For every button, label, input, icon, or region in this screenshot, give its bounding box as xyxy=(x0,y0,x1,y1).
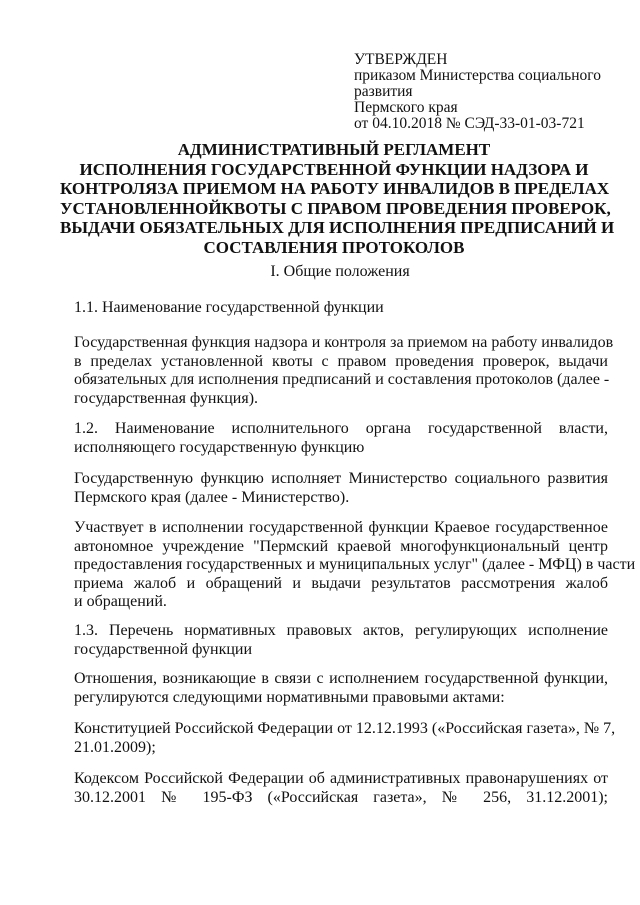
approval-line: развития xyxy=(354,83,413,100)
clause-1-2-text xyxy=(74,470,608,507)
paragraph-line: регулируются следующими нормативными правовыми актами: xyxy=(74,688,505,706)
paragraph-line: Государственную функцию исполняет Министерство социального развития xyxy=(74,470,608,487)
title-line: ИСПОЛНЕНИЯ ГОСУДАРСТВЕННОЙ ФУНКЦИИ НАДЗОРА И xyxy=(79,159,589,179)
paragraph-line: Кодексом Российской Федерации об административных правонарушениях от xyxy=(74,770,608,787)
paragraph-line: в пределах установленной квоты с правом проведения проверок, выдачи xyxy=(74,352,608,370)
approval-line: Пермского края xyxy=(354,99,458,116)
paragraph-line: Отношения, возникающие в связи с исполнением государственной функции, xyxy=(74,670,608,687)
paragraph-line: Участвует в исполнении государственной функции Краевое государственное xyxy=(74,519,608,536)
approval-stamp xyxy=(354,52,624,132)
paragraph-line: предоставления государственных и муниципальных услуг" (далее - МФЦ) в части xyxy=(74,556,636,573)
paragraph-line: 1.3. Перечень нормативных правовых актов, регулирующих исполнение xyxy=(74,622,608,639)
paragraph-line: 1.2. Наименование исполнительного органа государственной власти, xyxy=(74,420,608,437)
paragraph-line: и обращений. xyxy=(74,593,167,610)
paragraph-line: автономное учреждение "Пермский краевой многофункциональный центр xyxy=(74,537,608,555)
clause-1-1-text xyxy=(74,334,614,408)
clause-1-3-heading xyxy=(74,622,608,659)
participant-paragraph xyxy=(74,519,636,612)
paragraph-line: Государственная функция надзора и контроля за приемом на работу инвалидов xyxy=(74,334,614,351)
paragraph-line: 1.1. Наименование государственной функции xyxy=(74,299,384,316)
clause-1-1-heading xyxy=(74,299,608,318)
title-line: УСТАНОВЛЕННОЙКВОТЫ С ПРАВОМ ПРОВЕДЕНИЯ ПРОВЕРОК, xyxy=(60,198,611,218)
paragraph-line: 30.12.2001 № 195-ФЗ («Российская газета», № 256, 31.12.2001); xyxy=(74,788,608,806)
relations-paragraph xyxy=(74,670,608,707)
constitution-act xyxy=(74,720,616,757)
paragraph-line: обязательных для исполнения предписаний и составления протоколов (далее - xyxy=(74,371,610,388)
paragraph-line: Конституцией Российской Федерации от 12.12.1993 («Российская газета», № 7, xyxy=(74,720,616,737)
paragraph-line: государственной функции xyxy=(74,640,253,658)
paragraph-line: исполняющего государственную функцию xyxy=(74,438,365,456)
title-line: АДМИНИСТРАТИВНЫЙ РЕГЛАМЕНТ xyxy=(177,140,491,159)
title-line: ВЫДАЧИ ОБЯЗАТЕЛЬНЫХ ДЛЯ ИСПОЛНЕНИЯ ПРЕДПИСАНИЙ И xyxy=(60,218,615,237)
document-title xyxy=(60,140,615,257)
approval-heading: УТВЕРЖДЕН xyxy=(354,51,448,68)
paragraph-line: государственная функция). xyxy=(74,389,259,407)
paragraph-line: 21.01.2009); xyxy=(74,738,156,756)
clause-1-2-heading xyxy=(74,420,608,457)
title-line: КОНТРОЛЯЗА ПРИЕМОМ НА РАБОТУ ИНВАЛИДОВ В ПРЕДЕЛАХ xyxy=(60,179,610,198)
administrative-code-act xyxy=(74,770,608,807)
paragraph-line: Пермского края (далее - Министерство). xyxy=(74,488,350,506)
title-line: СОСТАВЛЕНИЯ ПРОТОКОЛОВ xyxy=(203,237,465,257)
paragraph-line: приема жалоб и обращений и выдачи результатов рассмотрения жалоб xyxy=(74,574,608,592)
approval-order-number: от 04.10.2018 № СЭД-33-01-03-721 xyxy=(354,115,585,132)
section-heading: I. Общие положения xyxy=(270,263,410,280)
approval-line: приказом Министерства социального xyxy=(354,67,601,84)
